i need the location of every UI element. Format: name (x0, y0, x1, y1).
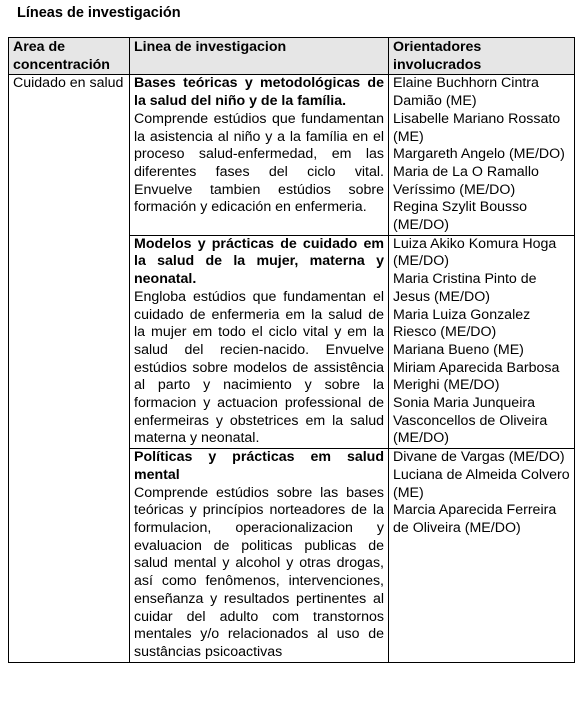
orientador: Luciana de Almeida Colvero (ME) (393, 466, 570, 501)
orientador: Marcia Aparecida Ferreira de Oliveira (ME/DO) (393, 502, 557, 536)
orientador: Maria de La O Ramallo Veríssimo (ME/DO) (393, 163, 539, 198)
orientador: Divane de Vargas (ME/DO) (393, 449, 565, 466)
table-row (9, 75, 575, 235)
linea-title: Modelos y prácticas de cuidado em la salud de la mujer, materna y neonatal. (134, 235, 384, 288)
research-lines-table (8, 37, 575, 663)
orientador: Luiza Akiko Komura Hoga (ME/DO) (393, 235, 557, 270)
orientador: Maria Luiza Gonzalez Riesco (ME/DO) (393, 306, 531, 341)
header-orientadores: Orientadores involucrados (389, 38, 575, 75)
table-header-row (9, 38, 575, 75)
orientadores-cell (389, 235, 575, 448)
linea-cell (130, 449, 389, 662)
orientador: Mariana Bueno (ME) (393, 341, 524, 358)
header-linea: Linea de investigacion (130, 38, 389, 75)
page-title: Líneas de investigación (17, 5, 181, 21)
header-area: Area de concentración (9, 38, 130, 75)
orientadores-cell (389, 75, 575, 235)
orientadores-cell (389, 449, 575, 662)
orientador: Margareth Angelo (ME/DO) (393, 146, 565, 163)
linea-description: Comprende estúdios sobre las bases teóricas y princípios norteadores de la formulacion, operacionalizacion y evaluacion de politicas publicas de salud mental y alcohol y otras drogas, así como fenômenos, intervenciones, enseñanza y resultados pertinentes al cuidar del adulto com transtornos mentales y/o relacionados al uso de sustâncias psicoactivas (134, 484, 384, 660)
orientador: Lisabelle Mariano Rossato (ME) (393, 110, 561, 145)
orientador: Elaine Buchhorn Cintra Damião (ME) (393, 75, 539, 110)
linea-description: Engloba estúdios que fundamentan el cuidado de enfermeria em la salud de la mujer em todo el ciclo vital y em la salud del recien-nacido. Envuelve estúdios sobre modelos de assistência al parto y nacimiento y sobre la formacion y actuacion professional de enfermeiras y obstetrices em la salud materna y neonatal. (134, 288, 384, 447)
linea-description: Comprende estúdios que fundamentan la asistencia al niño y a la família en el proceso salud-enfermedad, em las diferentes fases del ciclo vital. Envuelve tambien estúdios sobre formación y edicación en enfermeria. (134, 110, 384, 216)
orientador: Sonia Maria Junqueira Vasconcellos de Oliveira (ME/DO) (393, 395, 548, 447)
linea-title: Bases teóricas y metodológicas de la salud del niño y de la família. (134, 75, 384, 110)
orientador: Regina Szylit Bousso (ME/DO) (393, 199, 528, 234)
linea-cell (130, 75, 389, 235)
area-cell: Cuidado en salud (9, 75, 130, 662)
linea-title: Políticas y prácticas em salud mental (134, 449, 384, 483)
orientador: Miriam Aparecida Barbosa Merighi (ME/DO) (393, 359, 560, 394)
orientador: Maria Cristina Pinto de Jesus (ME/DO) (393, 271, 537, 305)
linea-cell (130, 235, 389, 448)
